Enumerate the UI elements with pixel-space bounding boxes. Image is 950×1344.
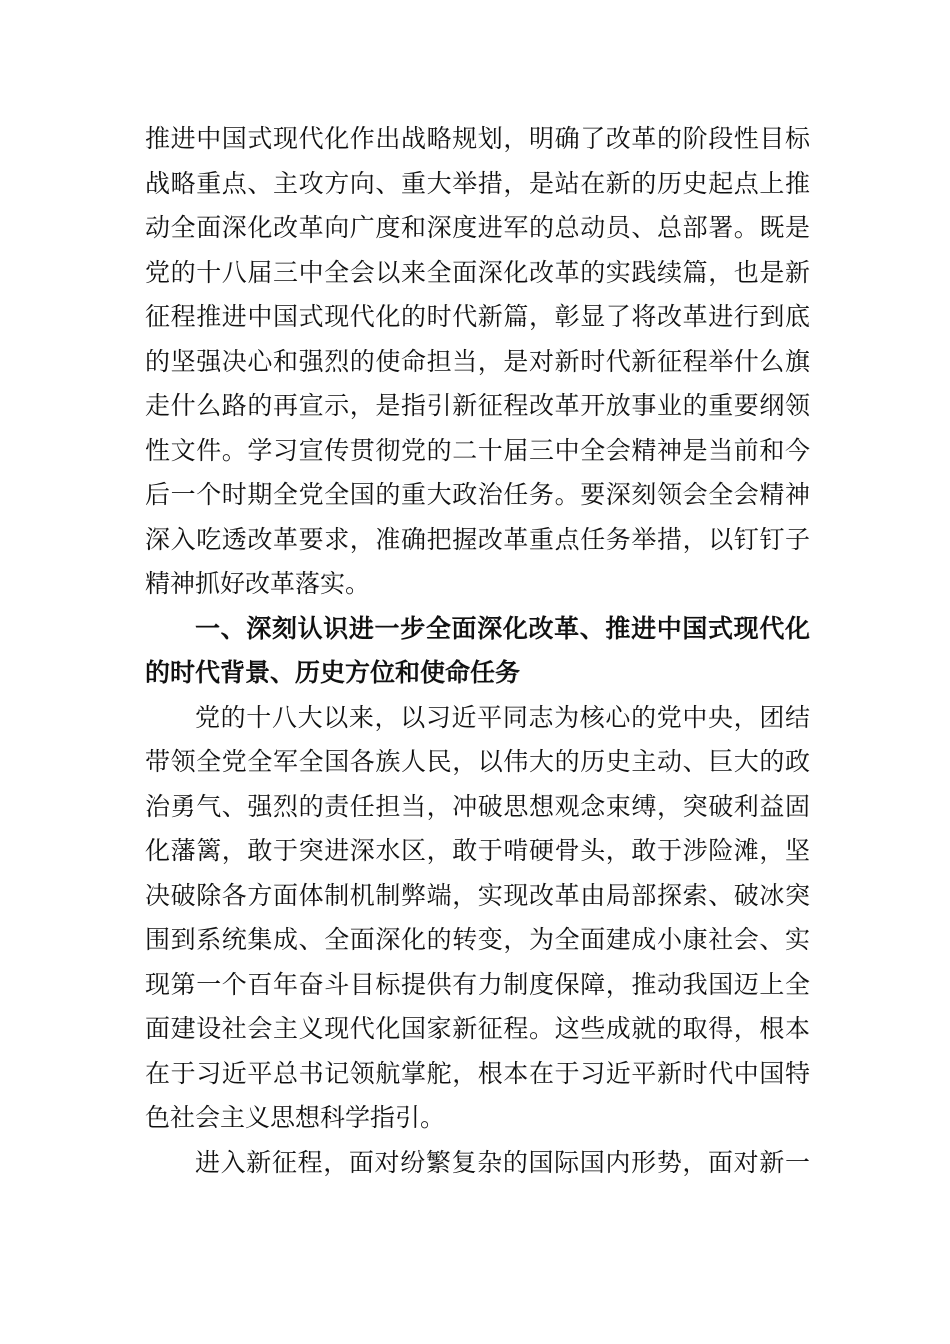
text-line: 治勇气、强烈的责任担当，冲破思想观念束缚，突破利益固 (145, 791, 810, 821)
text-line: 后一个时期全党全国的重大政治任务。要深刻领会全会精神 (145, 480, 810, 509)
text-line: 带领全党全军全国各族人民，以伟大的历史主动、巨大的政 (145, 747, 810, 776)
paragraph (145, 696, 810, 1141)
text-line: 党的十八届三中全会以来全面深化改革的实践续篇，也是新 (145, 257, 810, 287)
text-line: 在于习近平总书记领航掌舵，根本在于习近平新时代中国特 (145, 1058, 810, 1088)
paragraph (145, 1141, 810, 1186)
text-line: 面建设社会主义现代化国家新征程。这些成就的取得，根本 (145, 1014, 810, 1043)
text-line: 色社会主义思想科学指引。 (145, 1103, 446, 1132)
text-line: 走什么路的再宣示，是指引新征程改革开放事业的重要纲领 (145, 391, 810, 420)
text-line: 性文件。学习宣传贯彻党的二十届三中全会精神是当前和今 (145, 435, 810, 465)
paragraph-continuation (145, 117, 810, 607)
document-body (145, 117, 810, 1185)
text-line: 进入新征程，面对纷繁复杂的国际国内形势，面对新一 (195, 1147, 810, 1177)
section-heading (145, 607, 810, 696)
text-line: 推进中国式现代化作出战略规划，明确了改革的阶段性目标 (145, 124, 810, 153)
text-line: 决破除各方面体制机制弊端，实现改革由局部探索、破冰突 (145, 880, 810, 910)
text-line: 的坚强决心和强烈的使命担当，是对新时代新征程举什么旗 (145, 346, 810, 376)
text-line: 化藩篱，敢于突进深水区，敢于啃硬骨头，敢于涉险滩，坚 (145, 836, 810, 865)
text-line: 现第一个百年奋斗目标提供有力制度保障，推动我国迈上全 (145, 969, 810, 999)
text-line: 党的十八大以来，以习近平同志为核心的党中央，团结 (195, 702, 810, 732)
heading-line: 的时代背景、历史方位和使命任务 (145, 658, 521, 687)
text-line: 动全面深化改革向广度和深度进军的总动员、总部署。既是 (145, 213, 810, 242)
text-line: 战略重点、主攻方向、重大举措，是站在新的历史起点上推 (145, 168, 810, 198)
heading-line: 一、深刻认识进一步全面深化改革、推进中国式现代化 (195, 613, 810, 643)
text-line: 围到系统集成、全面深化的转变，为全面建成小康社会、实 (145, 925, 810, 954)
text-line: 征程推进中国式现代化的时代新篇，彰显了将改革进行到底 (145, 302, 810, 331)
text-line: 精神抓好改革落实。 (145, 569, 371, 598)
text-line: 深入吃透改革要求，准确把握改革重点任务举措，以钉钉子 (145, 524, 810, 554)
